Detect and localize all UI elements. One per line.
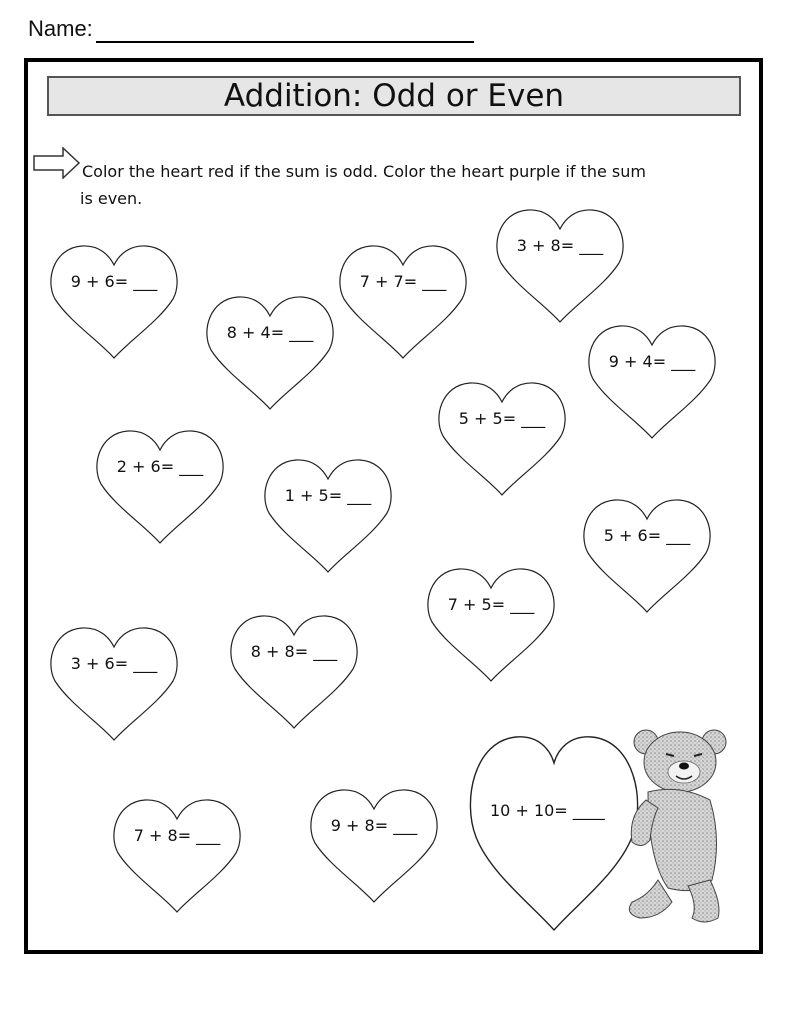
heart-problem[interactable] xyxy=(493,207,627,319)
heart-problem[interactable] xyxy=(227,613,361,725)
problem-text: 5 + 6= ___ xyxy=(603,526,691,545)
instructions-line-2: is even. xyxy=(80,189,143,208)
heart-problem[interactable] xyxy=(435,380,569,492)
heart-outline-icon xyxy=(203,294,337,412)
heart-problem[interactable] xyxy=(585,323,719,435)
problem-text: 7 + 7= ___ xyxy=(359,272,447,291)
heart-outline-icon xyxy=(336,243,470,361)
heart-outline-icon xyxy=(227,613,361,731)
heart-problem[interactable] xyxy=(307,787,441,899)
heart-problem[interactable] xyxy=(424,566,558,678)
heart-problem[interactable] xyxy=(110,797,244,909)
heart-outline-icon xyxy=(110,797,244,915)
problem-text: 10 + 10= ____ xyxy=(490,801,605,820)
problem-text: 9 + 6= ___ xyxy=(70,272,158,291)
problem-text: 3 + 6= ___ xyxy=(70,654,158,673)
heart-problem[interactable] xyxy=(47,625,181,737)
big-heart-problem[interactable] xyxy=(468,733,640,933)
worksheet-title: Addition: Odd or Even xyxy=(47,76,741,116)
instructions xyxy=(82,158,742,212)
name-label: Name: xyxy=(28,16,93,41)
heart-problem[interactable] xyxy=(203,294,337,406)
heart-outline-icon xyxy=(307,787,441,905)
problem-text: 9 + 8= ___ xyxy=(330,816,418,835)
heart-outline-icon xyxy=(435,380,569,498)
heart-outline-icon xyxy=(585,323,719,441)
problem-text: 7 + 5= ___ xyxy=(447,595,535,614)
heart-problem[interactable] xyxy=(261,457,395,569)
problem-text: 2 + 6= ___ xyxy=(116,457,204,476)
heart-outline-icon xyxy=(424,566,558,684)
problem-text: 5 + 5= ___ xyxy=(458,409,546,428)
heart-problem[interactable] xyxy=(47,243,181,355)
heart-outline-icon xyxy=(468,733,640,933)
heart-outline-icon xyxy=(93,428,227,546)
arrow-right-icon xyxy=(33,147,81,179)
problem-text: 1 + 5= ___ xyxy=(284,486,372,505)
problem-text: 8 + 4= ___ xyxy=(226,323,314,342)
name-blank-line[interactable] xyxy=(96,41,474,43)
heart-problem[interactable] xyxy=(580,497,714,609)
heart-outline-icon xyxy=(47,243,181,361)
problem-text: 3 + 8= ___ xyxy=(516,236,604,255)
heart-outline-icon xyxy=(261,457,395,575)
heart-problem[interactable] xyxy=(336,243,470,355)
teddy-bear-illustration xyxy=(618,720,730,930)
problem-text: 8 + 8= ___ xyxy=(250,642,338,661)
problem-text: 7 + 8= ___ xyxy=(133,826,221,845)
heart-problem[interactable] xyxy=(93,428,227,540)
heart-outline-icon xyxy=(47,625,181,743)
instructions-line-1: Color the heart red if the sum is odd. Color the heart purple if the sum xyxy=(82,162,646,181)
heart-outline-icon xyxy=(493,207,627,325)
heart-outline-icon xyxy=(580,497,714,615)
problem-text: 9 + 4= ___ xyxy=(608,352,696,371)
